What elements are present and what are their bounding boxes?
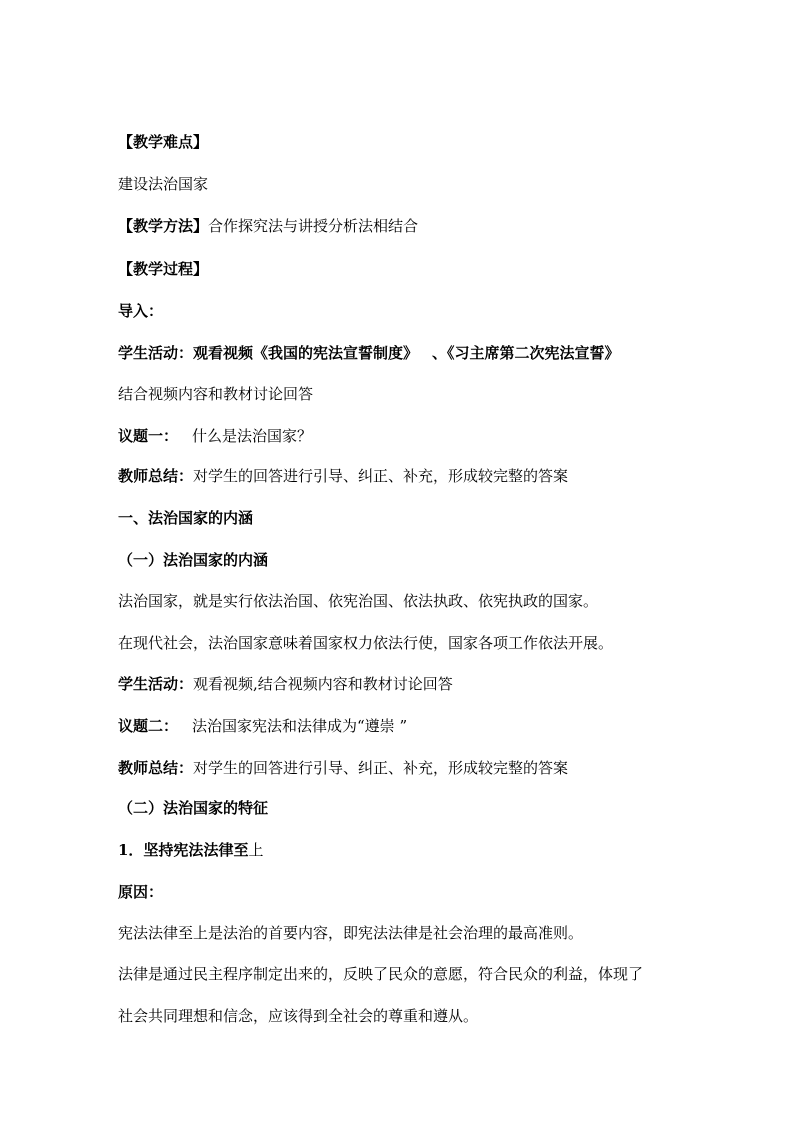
section1-heading: 一、法治国家的内涵: [118, 509, 254, 527]
point1-bold: 1．坚持宪法法律至: [118, 841, 249, 859]
topic2-label: 议题二：: [118, 717, 179, 735]
reason-label: 原因：: [118, 883, 164, 901]
teacher1-label: 教师总结：: [118, 467, 194, 485]
activity2-line: [118, 674, 453, 694]
paragraph-1: 法治国家，就是实行依法治国、依宪治国、依法执政、依宪执政的国家。: [118, 592, 599, 610]
intro-label: 导入：: [118, 302, 164, 320]
activity1-line: [118, 343, 620, 363]
subsection1-heading: （一）法治国家的内涵: [118, 551, 269, 569]
teacher2-label: 教师总结：: [118, 759, 194, 777]
method-line: [118, 216, 418, 236]
activity2-text: 观看视频,结合视频内容和教材讨论回答: [193, 675, 453, 693]
difficult-heading: 【教学难点】: [118, 133, 209, 151]
topic2-text: 法治国家宪法和法律成为“遵崇 ”: [192, 717, 408, 735]
subsection2-heading: （二）法治国家的特征: [118, 799, 269, 817]
activity1-followup: 结合视频内容和教材讨论回答: [118, 385, 314, 403]
method-text: 合作探究法与讲授分析法相结合: [208, 217, 419, 235]
point1-normal: 上: [248, 841, 264, 859]
topic1-line: [118, 426, 312, 446]
teacher2-line: [118, 758, 568, 778]
paragraph-2: 在现代社会，法治国家意味着国家权力依法行使，国家各项工作依法开展。: [118, 634, 614, 652]
paragraph-3: 宪法法律至上是法治的首要内容，即宪法法律是社会治理的最高准则。: [118, 924, 584, 942]
activity2-label: 学生活动：: [118, 675, 194, 693]
teacher2-text: 对学生的回答进行引导、纠正、补充，形成较完整的答案: [193, 759, 569, 777]
activity1-video2: 《习主席第二次宪法宣誓》: [447, 344, 620, 362]
paragraph-4-line-2: 社会共同理想和信念，应该得到全社会的尊重和遵从。: [118, 1007, 479, 1025]
topic2-line: [118, 716, 407, 736]
process-heading: 【教学过程】: [118, 260, 209, 278]
teacher1-text: 对学生的回答进行引导、纠正、补充，形成较完整的答案: [193, 467, 569, 485]
difficult-text: 建设法治国家: [118, 175, 209, 193]
activity1-separator: 、: [432, 344, 448, 362]
point1-line: [118, 840, 263, 860]
topic1-text: 什么是法治国家？: [192, 427, 313, 445]
activity1-label: 学生活动：: [118, 344, 194, 362]
paragraph-4-line-1: 法律是通过民主程序制定出来的，反映了民众的意愿，符合民众的利益，体现了: [118, 965, 644, 983]
method-label: 【教学方法】: [118, 217, 209, 235]
teacher1-line: [118, 466, 568, 486]
topic1-label: 议题一：: [118, 427, 179, 445]
activity1-video1: 观看视频《我国的宪法宣誓制度》: [193, 344, 419, 362]
